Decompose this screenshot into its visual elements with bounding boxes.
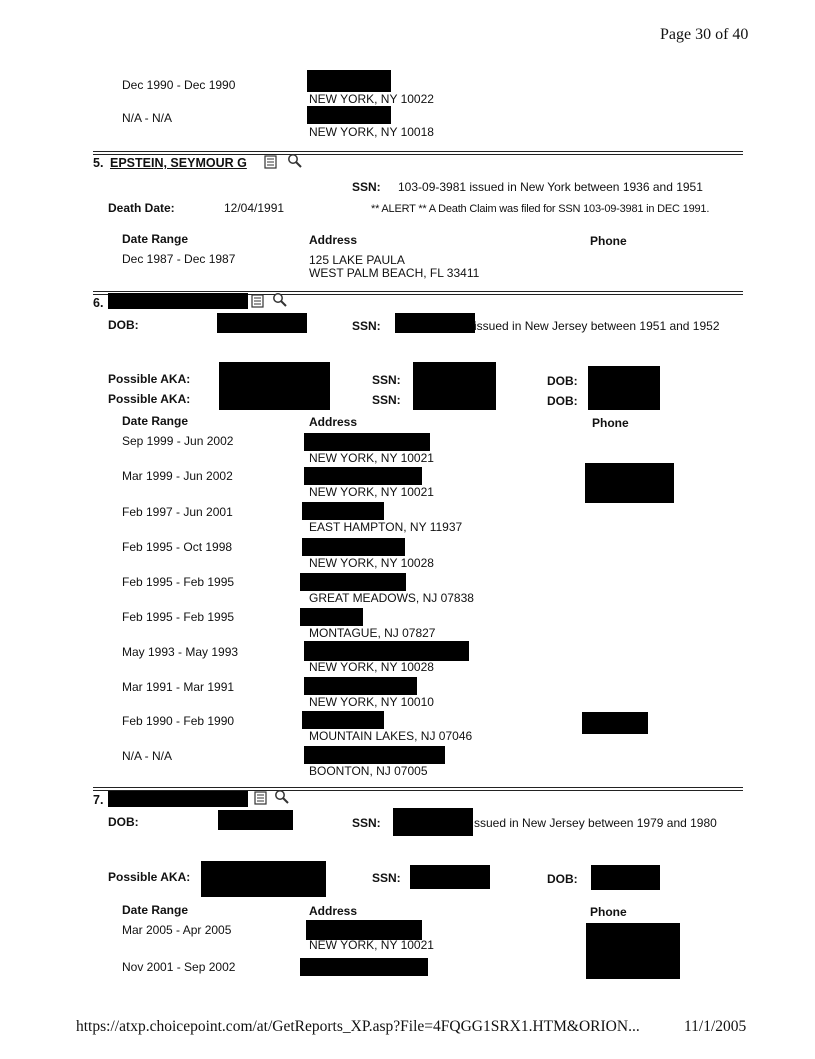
death-date-value: 12/04/1991 <box>224 201 285 215</box>
dob-label: DOB: <box>108 815 139 829</box>
magnifier-icon[interactable] <box>272 292 288 313</box>
address: MONTAGUE, NJ 07827 <box>309 626 436 640</box>
redacted-block <box>304 746 445 764</box>
redacted-block <box>304 677 417 695</box>
redacted-block <box>582 712 648 734</box>
date-range: Feb 1995 - Oct 1998 <box>122 540 233 554</box>
date-range: Nov 2001 - Sep 2002 <box>122 960 236 974</box>
dob-label: DOB: <box>547 374 578 388</box>
address: NEW YORK, NY 10010 <box>309 695 434 709</box>
redacted-block <box>302 711 384 729</box>
redacted-block <box>395 313 475 333</box>
date-range: Feb 1990 - Feb 1990 <box>122 714 235 728</box>
ssn-label: SSN: <box>352 180 381 194</box>
phone-header: Phone <box>590 234 627 248</box>
redacted-block <box>304 433 430 451</box>
date-range: Mar 1991 - Mar 1991 <box>122 680 235 694</box>
dob-label: DOB: <box>108 318 139 332</box>
address-line: WEST PALM BEACH, FL 33411 <box>309 266 480 280</box>
redacted-block <box>300 573 406 591</box>
ssn-label: SSN: <box>352 319 381 333</box>
date-range: N/A - N/A <box>122 749 173 763</box>
date-range-header: Date Range <box>122 903 189 917</box>
phone-header: Phone <box>590 905 627 919</box>
address-header: Address <box>309 233 358 247</box>
address: NEW YORK, NY 10022 <box>309 92 434 106</box>
address: NEW YORK, NY 10018 <box>309 125 434 139</box>
date-range-header: Date Range <box>122 232 189 246</box>
redacted-block <box>585 463 674 503</box>
date-range: Feb 1997 - Jun 2001 <box>122 505 233 519</box>
redacted-block <box>410 865 490 889</box>
ssn-label: SSN: <box>372 373 401 387</box>
address: EAST HAMPTON, NY 11937 <box>309 520 463 534</box>
redacted-block <box>306 920 422 940</box>
date-range: N/A - N/A <box>122 111 173 125</box>
redacted-block <box>307 70 391 92</box>
report-icon[interactable] <box>254 791 268 810</box>
redacted-block <box>586 923 680 979</box>
redacted-name <box>108 791 248 807</box>
redacted-block <box>218 810 293 830</box>
date-range: Feb 1995 - Feb 1995 <box>122 575 235 589</box>
date-range-header: Date Range <box>122 414 189 428</box>
ssn-label: SSN: <box>372 393 401 407</box>
date-range: Sep 1999 - Jun 2002 <box>122 434 234 448</box>
possible-aka-label: Possible AKA: <box>108 372 191 386</box>
address: BOONTON, NJ 07005 <box>309 764 428 778</box>
date-range: Feb 1995 - Feb 1995 <box>122 610 235 624</box>
address: NEW YORK, NY 10021 <box>309 451 434 465</box>
address: MOUNTAIN LAKES, NJ 07046 <box>309 729 473 743</box>
address-header: Address <box>309 415 358 429</box>
dob-label: DOB: <box>547 394 578 408</box>
report-icon[interactable] <box>251 294 265 313</box>
possible-aka-label: Possible AKA: <box>108 392 191 406</box>
redacted-block <box>201 861 326 897</box>
death-alert: ** ALERT ** A Death Claim was filed for SSN 103-09-3981 in DEC 1991. <box>371 203 710 215</box>
ssn-info: 103-09-3981 issued in New York between 1936 and 1951 <box>398 180 703 194</box>
section-divider <box>93 151 743 155</box>
redacted-block <box>217 313 307 333</box>
footer-url: https://atxp.choicepoint.com/at/GetReports_XP.asp?File=4FQGG1SRX1.HTM&ORION... <box>76 1018 640 1035</box>
address-header: Address <box>309 904 358 918</box>
magnifier-icon[interactable] <box>287 153 303 174</box>
date-range: May 1993 - May 1993 <box>122 645 239 659</box>
address: GREAT MEADOWS, NJ 07838 <box>309 591 474 605</box>
date-range: Dec 1987 - Dec 1987 <box>122 252 236 266</box>
redacted-name <box>108 293 248 309</box>
dob-label: DOB: <box>547 872 578 886</box>
death-date-label: Death Date: <box>108 201 175 215</box>
record-number: 6. <box>93 296 104 310</box>
redacted-block <box>302 538 405 556</box>
redacted-block <box>588 366 660 410</box>
redacted-block <box>307 106 391 124</box>
redacted-block <box>304 641 469 661</box>
redacted-block <box>413 362 496 410</box>
redacted-block <box>393 808 473 836</box>
ssn-info: ssued in New Jersey between 1979 and 1980 <box>474 816 717 830</box>
redacted-block <box>591 865 660 890</box>
ssn-info: issued in New Jersey between 1951 and 1952 <box>474 319 720 333</box>
possible-aka-label: Possible AKA: <box>108 870 191 884</box>
page-number: Page 30 of 40 <box>660 26 749 43</box>
address: NEW YORK, NY 10021 <box>309 938 434 952</box>
record-number: 5. <box>93 156 104 170</box>
date-range: Dec 1990 - Dec 1990 <box>122 78 236 92</box>
redacted-block <box>304 467 422 485</box>
date-range: Mar 2005 - Apr 2005 <box>122 923 232 937</box>
magnifier-icon[interactable] <box>274 789 290 810</box>
redacted-block <box>300 608 363 626</box>
address: NEW YORK, NY 10021 <box>309 485 434 499</box>
footer-date: 11/1/2005 <box>684 1018 747 1035</box>
record-name-link[interactable]: EPSTEIN, SEYMOUR G <box>110 156 247 170</box>
redacted-block <box>300 958 428 976</box>
address-line: 125 LAKE PAULA <box>309 253 405 267</box>
ssn-label: SSN: <box>352 816 381 830</box>
ssn-label: SSN: <box>372 871 401 885</box>
record-number: 7. <box>93 793 104 807</box>
phone-header: Phone <box>592 416 629 430</box>
redacted-block <box>219 362 330 410</box>
address: NEW YORK, NY 10028 <box>309 660 434 674</box>
date-range: Mar 1999 - Jun 2002 <box>122 469 233 483</box>
redacted-block <box>302 502 384 520</box>
address: NEW YORK, NY 10028 <box>309 556 434 570</box>
report-icon[interactable] <box>264 155 278 174</box>
